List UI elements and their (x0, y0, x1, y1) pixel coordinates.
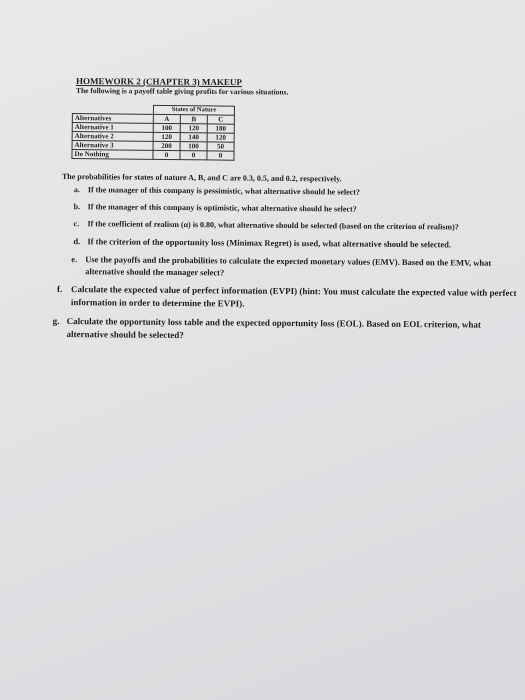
question-item (73, 235, 523, 251)
table-row (72, 150, 234, 161)
question-item (74, 201, 524, 216)
question-label: d. (73, 236, 81, 247)
question-label: b. (73, 202, 81, 212)
document-title: HOMEWORK 2 (CHAPTER 3) MAKEUP (75, 76, 242, 88)
question-item (71, 253, 523, 281)
question-label: e. (71, 254, 78, 265)
state-label: A (153, 114, 180, 123)
alternative-name: Alternative 2 (72, 132, 153, 142)
payoff-cell: 140 (180, 133, 207, 142)
payoff-cell: 120 (153, 132, 180, 141)
payoff-cell: 180 (207, 124, 234, 133)
questions-block (52, 172, 524, 351)
alternative-name: Alternative 1 (72, 123, 153, 133)
payoff-cell: 100 (180, 142, 207, 151)
state-label: B (180, 115, 207, 124)
question-item (53, 315, 523, 345)
payoff-cell: 0 (153, 150, 180, 159)
intro-text: The following is a payoff table giving profits for various situations. (75, 86, 289, 97)
question-item (74, 218, 524, 233)
payoff-cell: 100 (153, 123, 180, 132)
payoff-table (71, 104, 235, 161)
alternative-name: Alternative 3 (72, 141, 153, 151)
question-label: f. (56, 283, 63, 295)
question-text: Calculate the expected value of perfect information (EVPI) (hint: You must calculate the expected value with perfect information in order to determine the EVPI). (70, 284, 517, 309)
question-label: a. (73, 185, 80, 195)
state-label: C (207, 115, 234, 124)
question-text: Calculate the opportunity loss table and the expected opportunity loss (EOL). Based on EOL criterion, what alternative should be selected? (66, 316, 482, 341)
question-text: If the manager of this company is pessimistic, what alternative should he select? (87, 185, 360, 197)
payoff-cell: 0 (207, 151, 234, 160)
question-label: c. (73, 219, 80, 229)
question-label: g. (52, 315, 60, 326)
question-text: If the manager of this company is optimistic, what alternative should he select? (87, 202, 357, 214)
question-item (74, 184, 524, 199)
question-item (57, 283, 523, 313)
question-text: If the criterion of the opportunity loss (Minimax Regret) is used, what alternative should be selected. (87, 236, 452, 250)
payoff-cell: 120 (207, 133, 234, 142)
payoff-cell: 50 (207, 142, 234, 151)
payoff-cell: 200 (153, 141, 180, 150)
payoff-cell: 0 (180, 151, 207, 160)
alternatives-header: Alternatives (72, 114, 153, 124)
question-text: Use the payoffs and the probabilities to calculate the expected monetary values (EMV). Based on the EMV, what alternative should the manager select? (85, 254, 492, 278)
question-text: If the coefficient of realism (α) is 0.80, what alternative should be selected (based on the criterion of realism)? (87, 219, 459, 232)
probabilities-text: The probabilities for states of nature A, B, and C are 0.3, 0.5, and 0.2, respectively. (61, 172, 342, 184)
alternative-name: Do Nothing (72, 150, 153, 160)
states-header: States of Nature (153, 105, 234, 115)
payoff-cell: 120 (180, 124, 207, 133)
